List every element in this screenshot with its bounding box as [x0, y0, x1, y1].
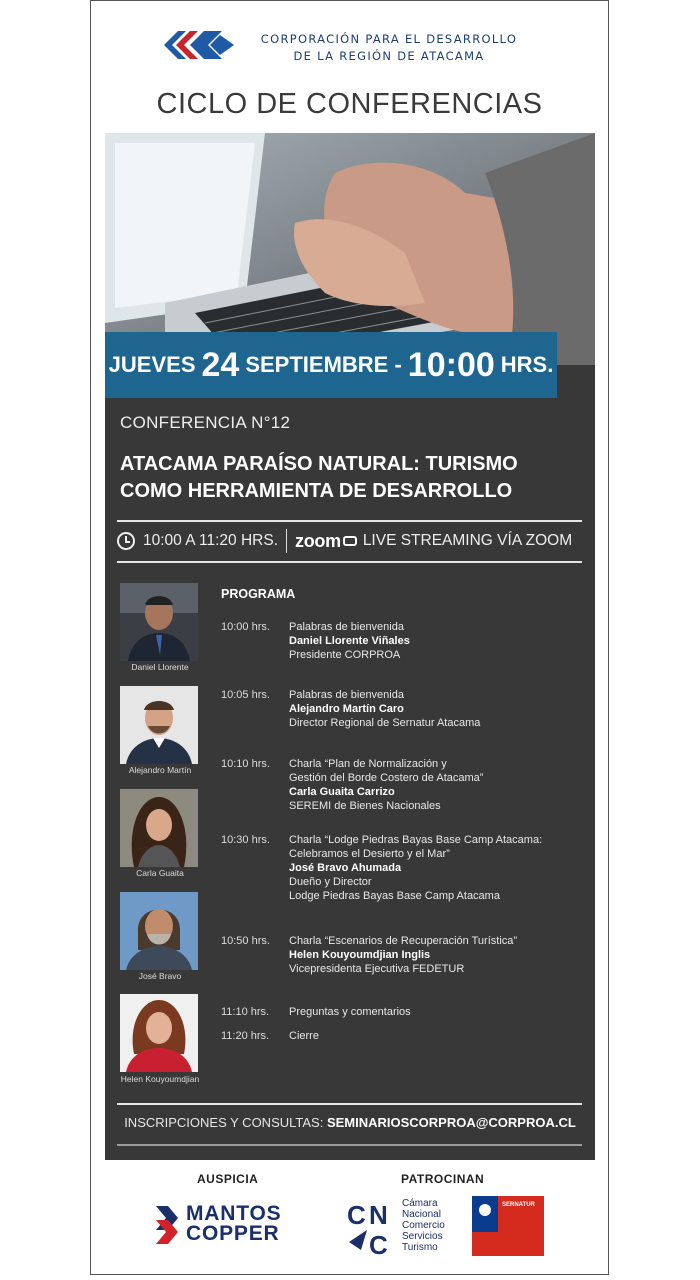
- speaker-caption: Carla Guaita: [136, 868, 184, 878]
- mantos-line2: COPPER: [186, 1222, 280, 1245]
- program-speaker-role: Lodge Piedras Bayas Base Camp Atacama: [289, 890, 500, 902]
- speaker-caption: Daniel Llorente: [131, 662, 189, 672]
- program-speaker-name: Carla Guaita Carrizo: [289, 786, 395, 798]
- program-speaker-name: Alejandro Martín Caro: [289, 703, 404, 715]
- conference-title-line1: ATACAMA PARAÍSO NATURAL: TURISMO: [120, 453, 518, 475]
- program-item-text: Palabras de bienvenida: [289, 621, 404, 633]
- registration-email-link[interactable]: SEMINARIOSCORPROA@CORPROA.CL: [326, 1115, 576, 1130]
- divider: [117, 520, 582, 522]
- program-speaker-role: Presidente CORPROA: [289, 649, 401, 661]
- program-item-text: Charla “Plan de Normalización y: [289, 758, 447, 770]
- speaker-photo-jose: [120, 892, 198, 970]
- conference-title-line2: COMO HERRAMIENTA DE DESARROLLO: [120, 480, 513, 502]
- banner-hrs: HRS.: [500, 352, 554, 377]
- divider: [117, 1103, 582, 1105]
- program-speaker-name: Helen Kouyoumdjian Inglis: [289, 949, 431, 961]
- cnc-line: Nacional: [402, 1209, 441, 1220]
- program-time: 10:10 hrs.: [221, 758, 270, 770]
- sernatur-label: SERNATUR: [502, 1202, 535, 1208]
- divider: [117, 561, 582, 563]
- banner-time: 10:00: [407, 345, 495, 384]
- banner-day-number: 24: [201, 345, 240, 384]
- speaker-caption: Alejandro Martín: [128, 765, 192, 775]
- svg-text:N: N: [369, 1200, 388, 1230]
- cnc-logo-icon: [347, 1198, 399, 1256]
- program-time: 11:10 hrs.: [221, 1006, 270, 1018]
- org-name-line2: DE LA REGIÓN DE ATACAMA: [293, 49, 485, 63]
- program-speaker-name: José Bravo Ahumada: [289, 862, 402, 874]
- registration-label: INSCRIPCIONES Y CONSULTAS:: [124, 1115, 324, 1130]
- program-item-text: Charla “Escenarios de Recuperación Turística”: [289, 935, 518, 947]
- speaker-photo-carla: [120, 789, 198, 867]
- cnc-line: Cámara: [402, 1198, 438, 1209]
- program-speaker-role: Director Regional de Sernatur Atacama: [289, 717, 481, 729]
- program-item: [289, 688, 589, 730]
- schedule-row: [117, 524, 582, 558]
- program-item-text: Charla “Lodge Piedras Bayas Base Camp Atacama:: [289, 834, 543, 846]
- program-time: 10:50 hrs.: [221, 935, 270, 947]
- program-item-text: Celebramos el Desierto y el Mar”: [289, 848, 450, 860]
- speaker-caption: José Bravo: [138, 971, 182, 981]
- program-speaker-role: SEREMI de Bienes Nacionales: [289, 800, 441, 812]
- speaker-caption: Helen Kouyoumdjian: [120, 1074, 200, 1084]
- cycle-title: CICLO DE CONFERENCIAS: [156, 88, 543, 120]
- sernatur-logo-icon: [472, 1196, 544, 1256]
- banner-day-label: JUEVES: [108, 352, 196, 377]
- patron-heading: PATROCINAN: [401, 1172, 485, 1186]
- program-time: 10:00 hrs.: [221, 621, 270, 633]
- mantos-line1: MANTOS: [186, 1202, 282, 1225]
- zoom-logo: zoom: [295, 530, 341, 551]
- svg-text:C: C: [369, 1230, 388, 1256]
- speaker-photo-alejandro: [120, 686, 198, 764]
- conference-number: CONFERENCIA N°12: [120, 413, 291, 432]
- divider: [117, 1144, 582, 1146]
- program-item: [289, 757, 589, 813]
- program-item-text: Gestión del Borde Costero de Atacama”: [289, 772, 484, 784]
- date-banner: [105, 332, 557, 398]
- org-name-line1: CORPORACIÓN PARA EL DESARROLLO: [260, 32, 518, 46]
- cnc-name: [402, 1198, 445, 1253]
- mantos-copper-logo: [186, 1204, 281, 1244]
- streaming-info[interactable]: LIVE STREAMING VÍA ZOOM: [362, 532, 573, 549]
- cnc-line: Turismo: [402, 1242, 438, 1253]
- program-speaker-role: Vicepresidenta Ejecutiva FEDETUR: [289, 963, 465, 975]
- program-item-text: Preguntas y comentarios: [289, 1006, 411, 1018]
- speaker-photo-helen: [120, 994, 198, 1072]
- clock-icon: [117, 532, 135, 550]
- org-name: [244, 31, 534, 65]
- program-item-text: Palabras de bienvenida: [289, 689, 404, 701]
- mantos-copper-logo-icon: [154, 1204, 184, 1246]
- cnc-line: Servicios: [402, 1231, 443, 1242]
- program-time: 11:20 hrs.: [221, 1030, 270, 1042]
- zoom-camera-icon: [343, 536, 357, 546]
- program-item-text: Cierre: [289, 1030, 319, 1042]
- program-item: [289, 1029, 589, 1043]
- program-heading: PROGRAMA: [221, 587, 296, 601]
- program-time: 10:30 hrs.: [221, 834, 270, 846]
- speaker-photo-daniel: [120, 583, 198, 661]
- program-item: [289, 1005, 589, 1019]
- program-item: [289, 934, 589, 976]
- time-range: 10:00 A 11:20 HRS.: [143, 532, 279, 549]
- sponsor-heading: AUSPICIA: [197, 1172, 259, 1186]
- conference-title: [120, 451, 580, 505]
- banner-month: SEPTIEMBRE -: [245, 352, 402, 377]
- program-speaker-role: Dueño y Director: [289, 876, 372, 888]
- separator: [286, 529, 287, 553]
- cnc-line: Comercio: [402, 1220, 445, 1231]
- program-item: [289, 620, 589, 662]
- registration-line: [105, 1115, 595, 1130]
- program-item: [289, 833, 589, 903]
- svg-text:C: C: [347, 1200, 366, 1230]
- program-time: 10:05 hrs.: [221, 689, 270, 701]
- corproa-logo-icon: [164, 26, 236, 64]
- program-speaker-name: Daniel Llorente Viñales: [289, 635, 410, 647]
